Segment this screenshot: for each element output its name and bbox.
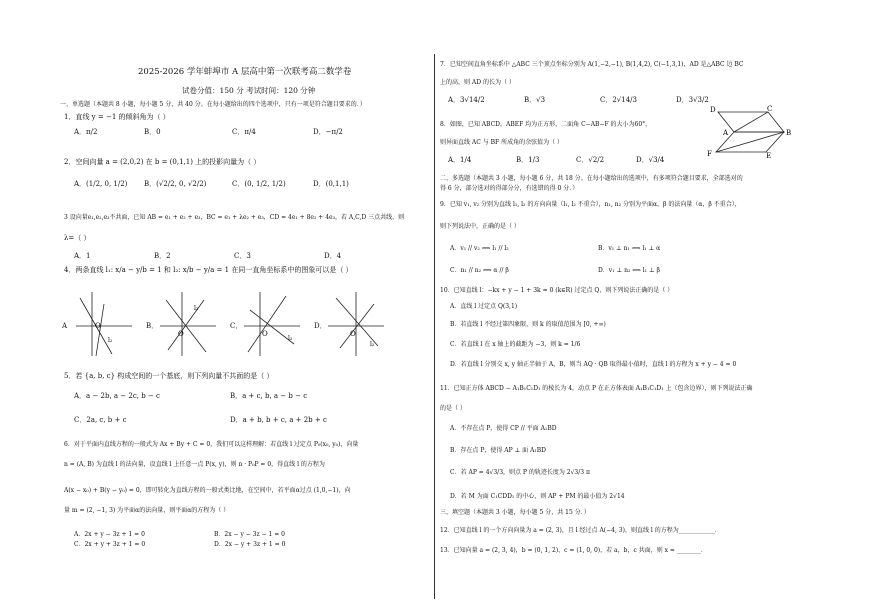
q1-stem: 1．直线 y = −1 的倾斜角为（ ） xyxy=(64,113,170,121)
q8-label-f: F xyxy=(707,150,712,158)
q8-stem-2: 则异面直线 AC 与 BF 所成角的余弦值为（ ） xyxy=(440,139,564,146)
q2-option-a: A．(1/2, 0, 1/2) xyxy=(74,180,128,188)
score-line: 试卷分值：150 分 考试时间：120 分钟 xyxy=(182,86,316,95)
svg-text:l₂: l₂ xyxy=(194,305,199,312)
q6-option-d: D．2x − y + 3z + 1 = 0 xyxy=(214,541,286,548)
q8-label-b: B xyxy=(786,129,792,137)
q8-label-c: C xyxy=(767,105,773,113)
q4-graph-a xyxy=(74,290,134,358)
q11-option-b: B．存在点 P，使得 AP ⊥ 面 A₁BD xyxy=(450,447,546,454)
q4-option-d-label: D． xyxy=(314,322,327,330)
q4-graph-c xyxy=(242,290,302,358)
q8-label-a: A xyxy=(723,129,729,137)
q4-option-b-label: B． xyxy=(146,322,159,330)
q13-stem: 13．已知向量 a = (2, 3, 4)，b = (0, 1, 2)，c = (1, 0, 0)，若 a，b，c 共面，则 x = ________． xyxy=(440,547,707,554)
svg-text:O: O xyxy=(350,330,356,338)
q3-stem-cont: λ=（ ） xyxy=(64,234,91,242)
q6-stem-1: 6．对于平面内直线方程的一般式为 Ax + By + C = 0，我们可以这样理解：若直线 l 过定点 P₀(x₀, y₀)，向量 xyxy=(64,441,359,448)
q8-label-e: E xyxy=(766,152,772,160)
q10-stem: 10．已知直线 l：−kx + y − 1 + 3k = 0 (k∈R) 过定点 Q，则下列说法正确的是（ ） xyxy=(440,287,674,294)
q6-option-b: B．2x − y − 3z − 1 = 0 xyxy=(214,531,285,538)
q7-option-a: A．3√14/2 xyxy=(448,96,485,104)
q8-option-a: A．1/4 xyxy=(448,156,472,164)
q5-option-d: D．a + b, b + c, a + 2b + c xyxy=(230,416,327,424)
q9-stem-2: 则下列说法中，正确的是（ ） xyxy=(440,223,520,230)
q11-stem-1: 11．已知正方体 ABCD − A₁B₁C₁D₁ 的棱长为 4，动点 P 在正方体表面 A₁B₁C₁D₁ 上（包含边界），则下列说法正确 xyxy=(440,385,753,392)
q3-option-d: D．4 xyxy=(324,252,342,260)
q11-option-a: A．不存在点 P，使得 CP // 平面 A₁BD xyxy=(450,425,557,432)
q9-option-b: B．v₁ ⊥ n₁ ⟺ l₁ ⊥ α xyxy=(598,245,661,252)
q8-option-b: B．1/3 xyxy=(516,156,540,164)
q8-option-c: C．√2/2 xyxy=(576,156,605,164)
section-3-heading: 三、填空题（本题共 3 小题，每小题 5 分，共 15 分．） xyxy=(440,509,590,516)
section-2-heading-2: 得 6 分，部分选对的得部分分，有选错的得 0 分．） xyxy=(440,185,579,192)
q4-option-c-label: C． xyxy=(230,322,243,330)
q4-stem: 4．两条直线 l₁: x/a − y/b = 1 和 l₂: x/b − y/a = 1 在同一直角坐标系中的图象可以是（ ） xyxy=(64,266,353,274)
q2-option-d: D．(0,1,1) xyxy=(313,180,349,188)
q11-option-d: D．若 M 为面 C₁CDD₁ 的中心，则 AP + PM 的最小值为 2√14 xyxy=(450,493,625,500)
q9-option-a: A．v₁ // v₂ ⟺ l₁ // l₂ xyxy=(450,245,509,252)
svg-text:O: O xyxy=(178,330,184,338)
q8-stem-1: 8．如图，已知 ABCD，ABEF 均为正方形，二面角 C−AB−F 的大小为60°， xyxy=(440,121,652,128)
q7-stem-2: 上的高，则 AD 的长为（ ） xyxy=(440,79,515,86)
q2-stem: 2．空间向量 a = (2,0,2) 在 b = (0,1,1) 上的投影向量为（ ） xyxy=(64,158,261,166)
q3-option-c: C．3 xyxy=(234,252,251,260)
q8-label-d: D xyxy=(710,106,716,114)
q1-option-d: D．−π/2 xyxy=(313,128,343,136)
q6-stem-4: 量 m = (2, −1, 3) 为平面α的法向量，则平面α的方程为（ ） xyxy=(64,507,230,514)
right-column xyxy=(440,0,810,615)
q11-option-c: C．若 AP = 4√3/3，则点 P 的轨迹长度为 2√3/3 π xyxy=(450,469,590,476)
q6-stem-3: A(x − x₀) + B(y − y₀) = 0，即可转化为直线方程的一般式类比地，在空间中，若平面α过点 (1,0,−1)，向 xyxy=(64,487,351,494)
svg-text:l₂: l₂ xyxy=(288,335,293,342)
svg-text:l₂: l₂ xyxy=(108,337,113,344)
q3-option-a: A．1 xyxy=(74,252,91,260)
q9-option-c: C．n₁ // n₂ ⟺ α // β xyxy=(450,267,509,274)
q3-option-b: B．2 xyxy=(154,252,171,260)
q8-figure xyxy=(704,104,800,160)
column-divider xyxy=(434,54,435,599)
q1-option-c: C．π/4 xyxy=(232,128,256,136)
q1-option-a: A．π/2 xyxy=(74,128,98,136)
q10-option-a: A．直线 l 过定点 Q(3,1) xyxy=(450,303,518,310)
q2-option-b: B．(√2/2, 0, √2/2) xyxy=(144,180,207,188)
q7-option-d: D．3√3/2 xyxy=(676,96,709,104)
q5-option-c: C．2a, c, b + c xyxy=(74,416,127,424)
q7-stem-1: 7．已知空间直角坐标系中 △ABC 三个顶点坐标分别为 A(1,−2,−1), B(1,4,2), C(−1,3,1)，AD 是△ABC 边 BC xyxy=(440,61,744,68)
q1-option-b: B．0 xyxy=(144,128,161,136)
section-2-heading-1: 二、多选题（本题共 3 小题，每小题 6 分，共 18 分。在每小题给出的选项中，有多项符合题目要求，全部选对的 xyxy=(440,175,743,182)
q5-option-b: B．a + c, b, a − b − c xyxy=(230,392,308,400)
left-column xyxy=(60,0,430,615)
q4-option-a-label: A xyxy=(62,322,68,330)
q6-option-a: A．2x + y − 3z + 1 = 0 xyxy=(74,531,145,538)
q10-option-d: D．若直线 l 分别交 x, y 轴正半轴于 A，B，则当 AQ · QB 取得最小值时，直线 l 的方程为 x + y − 4 = 0 xyxy=(450,361,737,368)
q7-option-c: C．2√14/3 xyxy=(600,96,637,104)
q6-stem-2: n = (A, B) 为直线 l 的法向量，设直线 l 上任意一点 P(x, y)，则 n · P₀P = 0，得直线 l 的方程为 xyxy=(64,461,325,468)
q2-option-c: C．(0, 1/2, 1/2) xyxy=(232,180,286,188)
q4-graph-d xyxy=(326,290,386,358)
q7-option-b: B．√3 xyxy=(524,96,546,104)
q9-option-d: D．v₁ ⊥ n₂ ⟺ l₁ ⊥ β xyxy=(598,267,660,274)
q9-stem-1: 9．已知 v₁, v₂ 分别为直线 l₁, l₂ 的方向向量（l₁, l₂ 不重合），n₁, n₂ 分别为平面α，β 的法向量（α，β 不重合）， xyxy=(440,201,741,208)
q11-stem-2: 的是（ ） xyxy=(440,405,466,412)
svg-text:O: O xyxy=(95,322,101,330)
q6-option-c: C．2x + y + 3z + 1 = 0 xyxy=(74,541,146,548)
q10-option-c: C．若直线 l 在 x 轴上的截距为 −3，则 k = 1/6 xyxy=(450,341,581,348)
q12-stem: 12．已知直线 l 的一个方向向量为 a = (2, 3)，且 l 经过点 A(−4, 3)，则直线 l 的方程为____________． xyxy=(440,527,721,534)
q4-graph-b xyxy=(158,290,218,358)
svg-text:l₂: l₂ xyxy=(370,341,375,348)
exam-title: 2025-2026 学年蚌埠市 A 层高中第一次联考高二数学卷 xyxy=(138,67,352,77)
svg-text:O: O xyxy=(262,330,268,338)
section-1-heading: 一、单选题（本题共 8 小题，每小题 5 分，共 40 分。在每小题给出的四个选项中，只有一项是符合题目要求的．） xyxy=(60,101,366,108)
q5-option-a: A．a − 2b, a − 2c, b − c xyxy=(74,392,160,400)
q10-option-b: B．若直线 l 不经过第四象限，则 k 的取值范围为 [0, +∞) xyxy=(450,321,606,328)
q5-stem: 5．若 {a, b, c} 构成空间的一个基底，则下列向量不共面的是（ ） xyxy=(64,372,274,380)
q3-stem: 3 设向量e₁,e₂,e₃不共面，已知 AB = e₁ + e₂ + e₃，BC = e₁ + λe₂ + e₃，CD = 4e₁ + 8e₂ + 4e₃，若 A,C,D 三点共线，则 xyxy=(64,214,405,221)
q8-option-d: D．√3/4 xyxy=(636,156,665,164)
